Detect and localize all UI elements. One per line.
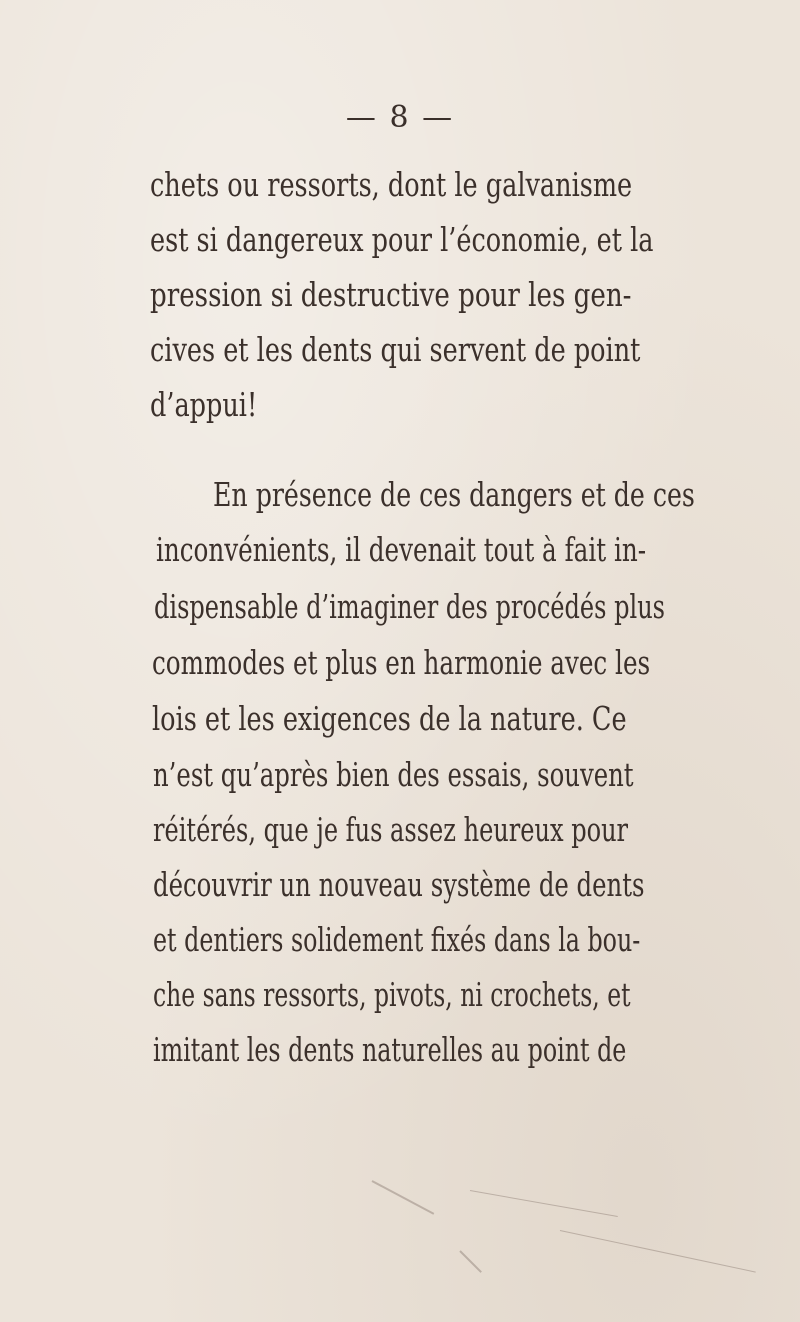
text-line-4: cives et les dents qui servent de point xyxy=(150,330,641,369)
scratch-mark xyxy=(459,1250,482,1273)
text-line-8: dispensable d’imaginer des procédés plus xyxy=(154,587,666,626)
text-line-14: et dentiers solidement fixés dans la bou- xyxy=(153,920,641,959)
text-line-9: commodes et plus en harmonie avec les xyxy=(152,643,651,682)
text-line-2: est si dangereux pour l’économie, et la xyxy=(150,220,654,259)
scratch-mark xyxy=(372,1180,435,1215)
text-line-5: d’appui! xyxy=(150,385,258,424)
text-line-12: réitérés, que je fus assez heureux pour xyxy=(153,810,629,849)
text-line-13: découvrir un nouveau système de dents xyxy=(153,865,645,904)
text-line-10: lois et les exigences de la nature. Ce xyxy=(152,699,627,738)
scratch-mark xyxy=(470,1190,618,1217)
text-line-6: En présence de ces dangers et de ces xyxy=(213,475,695,514)
scratch-mark xyxy=(560,1230,756,1273)
text-line-3: pression si destructive pour les gen- xyxy=(150,275,632,314)
text-line-11: n’est qu’après bien des essais, souvent xyxy=(153,755,634,794)
text-line-1: chets ou ressorts, dont le galvanisme xyxy=(150,165,633,204)
text-line-16: imitant les dents naturelles au point de xyxy=(153,1030,627,1069)
page-number: — 8 — xyxy=(345,100,455,135)
text-line-7: inconvénients, il devenait tout à fait in- xyxy=(156,530,647,569)
text-line-15: che sans ressorts, pivots, ni crochets, et xyxy=(153,975,631,1014)
